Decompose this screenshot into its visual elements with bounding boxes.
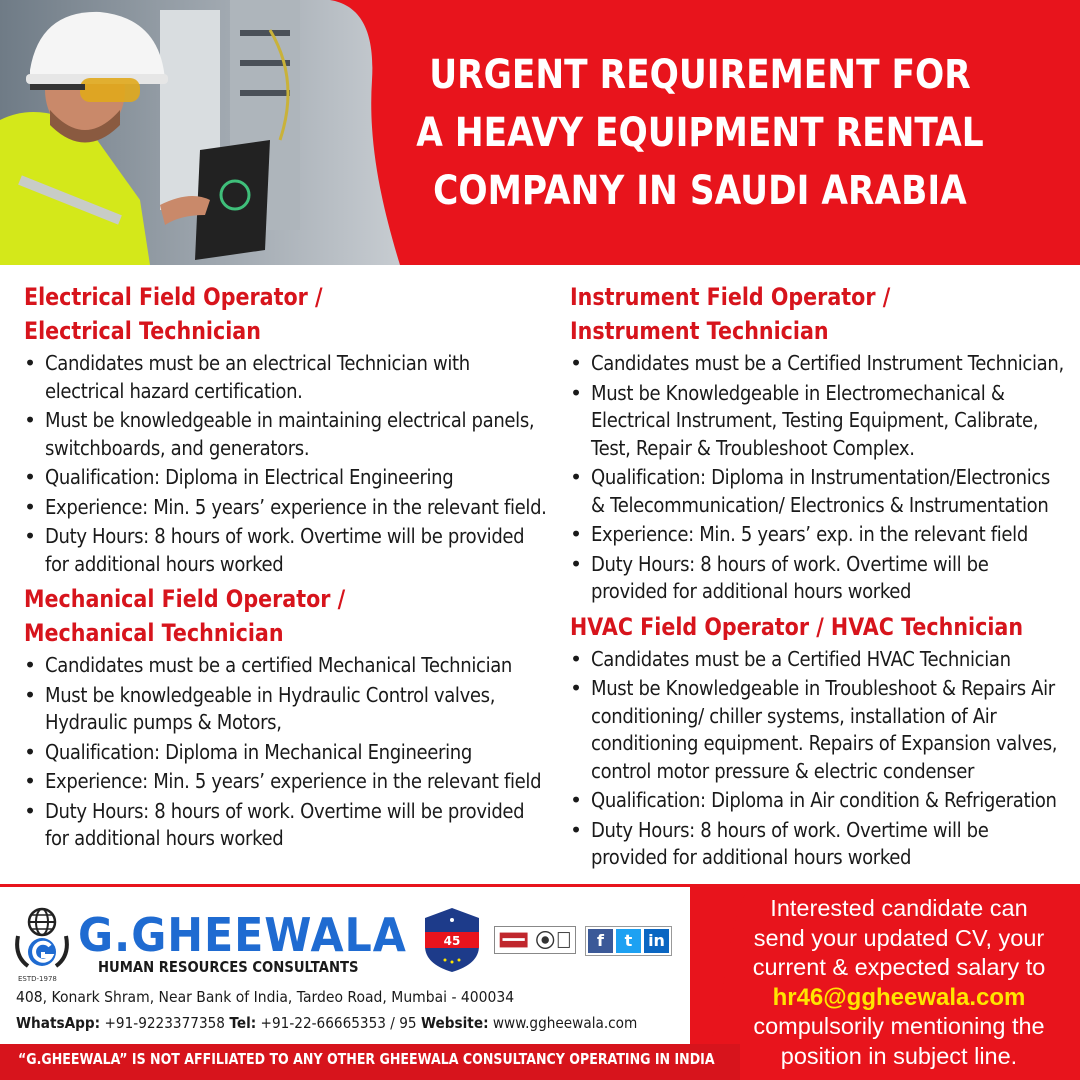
list-item <box>24 739 554 767</box>
whatsapp-label: WhatsApp: <box>16 1014 101 1032</box>
tel-label: Tel: <box>229 1014 257 1032</box>
cta-line-3: current & expected salary to <box>752 954 1046 980</box>
mechanical-title-line-1: Mechanical Field Operator / <box>24 585 346 613</box>
apply-instructions <box>718 894 1080 1071</box>
bullet-text: Duty Hours: 8 hours of work. Overtime will be provided for additional hours worked <box>45 798 525 850</box>
badge-number: 45 <box>443 934 461 948</box>
headline-line-1: URGENT REQUIREMENT FOR <box>429 52 971 98</box>
hvac-title-line-1: HVAC Field Operator / HVAC Technician <box>570 612 1024 641</box>
list-item <box>570 380 1070 463</box>
instrument-title-line-1: Instrument Field Operator / <box>570 283 891 311</box>
linkedin-icon[interactable]: in <box>644 929 669 953</box>
electrical-title-line-1: Electrical Field Operator / <box>24 283 323 311</box>
list-item <box>24 494 554 522</box>
bullet-text: Must be knowledgeable in maintaining electrical panels, switchboards, and generators. <box>45 408 535 460</box>
electrical-title-line-2: Electrical Technician <box>24 317 261 345</box>
bullet-text: Candidates must be an electrical Technician with electrical hazard certification. <box>45 351 470 403</box>
electrical-bullets <box>24 350 554 578</box>
hvac-bullets <box>570 646 1070 872</box>
bullet-text: Duty Hours: 8 hours of work. Overtime will be provided for additional hours worked <box>45 524 525 576</box>
right-column <box>570 280 1070 876</box>
bullet-text: Qualification: Diploma in Air condition & Refrigeration <box>591 788 1057 812</box>
bullet-text: Duty Hours: 8 hours of work. Overtime will be provided for additional hours worked <box>591 817 989 869</box>
cta-line-2: send your updated CV, your <box>753 924 1045 951</box>
award-badge-icon <box>421 906 483 974</box>
list-item <box>24 798 554 853</box>
bullet-text: Experience: Min. 5 years’ exp. in the relevant field <box>591 522 1028 546</box>
bullet-text: Candidates must be a Certified HVAC Technician <box>591 646 1011 671</box>
bullet-text: Must be Knowledgeable in Electromechanical & Electrical Instrument, Testing Equipment, Calibrate, Test, Repair & Troubleshoot Complex. <box>591 380 1039 460</box>
certification-icon <box>494 926 576 954</box>
instrument-section-title <box>570 280 1000 348</box>
list-item <box>24 464 554 492</box>
email-link[interactable]: hr46@ggheewala.com <box>772 983 1026 1011</box>
list-item <box>570 464 1070 519</box>
bullet-text: Candidates must be a certified Mechanical Technician <box>45 653 513 677</box>
bullet-text: Duty Hours: 8 hours of work. Overtime will be provided for additional hours worked <box>591 551 989 603</box>
headline <box>408 46 993 220</box>
brand-subtitle: HUMAN RESOURCES CONSULTANTS <box>98 958 359 976</box>
worker-photo <box>0 0 400 265</box>
facebook-icon[interactable]: f <box>588 929 613 953</box>
mechanical-section-title <box>24 582 480 650</box>
list-item <box>570 521 1070 549</box>
contact-line <box>16 1014 637 1032</box>
headline-line-2: A HEAVY EQUIPMENT RENTAL <box>416 110 984 156</box>
left-column <box>24 280 554 857</box>
website-link[interactable]: www.ggheewala.com <box>492 1014 638 1032</box>
whatsapp-number[interactable]: +91-9223377358 <box>104 1014 225 1032</box>
hvac-section-title <box>570 610 1024 644</box>
list-item <box>570 551 1070 606</box>
social-icons <box>585 926 672 956</box>
electrical-section-title <box>24 280 480 348</box>
tel-number[interactable]: +91-22-66665353 / 95 <box>260 1014 417 1032</box>
bullet-text: Qualification: Diploma in Electrical Engineering <box>45 465 454 489</box>
list-item <box>24 768 554 796</box>
header-banner <box>0 0 1080 265</box>
list-item <box>570 675 1070 785</box>
cta-line-1: Interested candidate can <box>770 895 1028 921</box>
bullet-text: Experience: Min. 5 years’ experience in the relevant field. <box>45 494 547 519</box>
estd-label: ESTD-1978 <box>18 975 57 983</box>
bullet-text: Must be knowledgeable in Hydraulic Control valves, Hydraulic pumps & Motors, <box>45 682 496 734</box>
list-item <box>24 682 554 737</box>
bullet-text: Qualification: Diploma in Instrumentation/Electronics & Telecommunication/ Electronics & Instrumentation <box>591 465 1050 517</box>
disclaimer-text: “G.GHEEWALA” IS NOT AFFILIATED TO ANY OTHER GHEEWALA CONSULTANCY OPERATING IN INDIA <box>18 1050 715 1068</box>
list-item <box>570 817 1070 872</box>
bullet-text: Must be Knowledgeable in Troubleshoot & Repairs Air conditioning/ chiller systems, installation of Air conditioning equipment. Repairs of Expansion valves, control motor pressure & electric condenser <box>591 676 1058 783</box>
website-label: Website: <box>420 1014 489 1032</box>
list-item <box>24 652 554 680</box>
cta-line-4: compulsorily mentioning the <box>753 1013 1045 1039</box>
list-item <box>570 787 1070 815</box>
list-item <box>24 523 554 578</box>
mechanical-bullets <box>24 652 554 853</box>
globe-g-logo-icon <box>14 906 70 970</box>
bullet-text: Qualification: Diploma in Mechanical Engineering <box>45 739 472 764</box>
instrument-bullets <box>570 350 1070 606</box>
mechanical-title-line-2: Mechanical Technician <box>24 619 284 647</box>
bullet-text: Experience: Min. 5 years’ experience in the relevant field <box>45 769 542 793</box>
list-item <box>570 350 1070 378</box>
bullet-text: Candidates must be a Certified Instrument Technician, <box>591 351 1064 375</box>
cta-line-5: position in subject line. <box>780 1042 1018 1069</box>
company-address: 408, Konark Shram, Near Bank of India, Tardeo Road, Mumbai - 400034 <box>16 988 515 1006</box>
list-item <box>24 407 554 462</box>
list-item <box>24 350 554 405</box>
list-item <box>570 646 1070 674</box>
twitter-icon[interactable]: t <box>616 929 641 953</box>
headline-line-3: COMPANY IN SAUDI ARABIA <box>433 168 967 214</box>
instrument-title-line-2: Instrument Technician <box>570 317 829 345</box>
brand-name: G.GHEEWALA <box>78 908 407 962</box>
